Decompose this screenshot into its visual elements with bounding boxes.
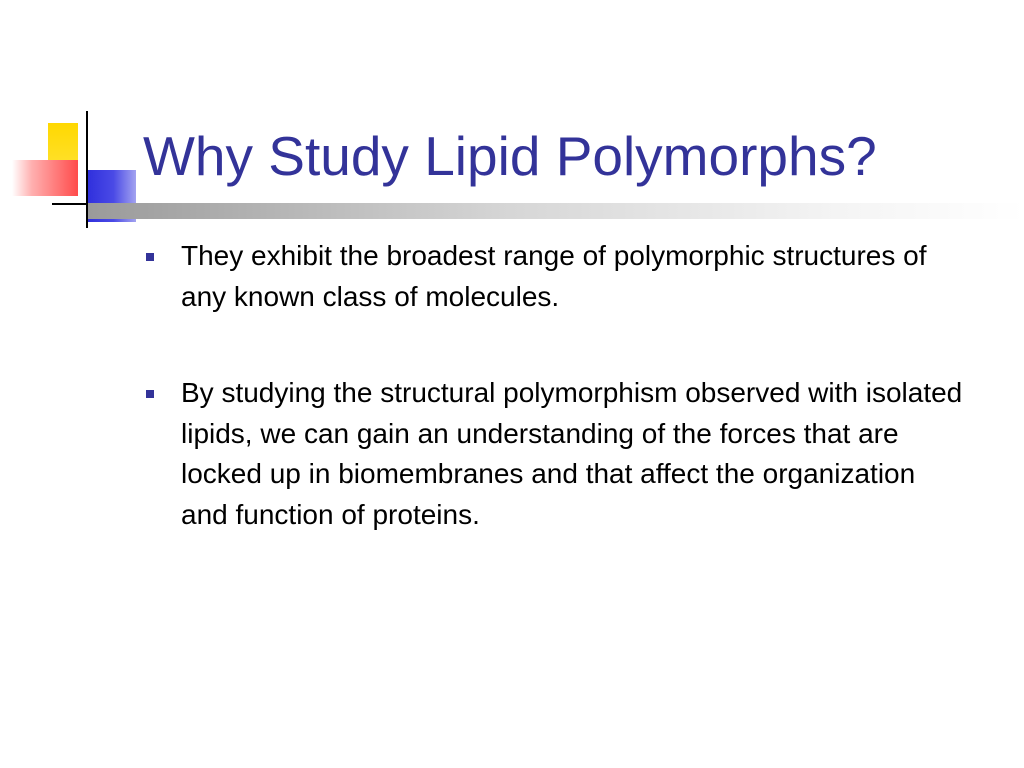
title-underline-rule — [88, 203, 1024, 219]
bullet-item — [143, 373, 963, 535]
bullet-item — [143, 236, 963, 317]
bullet-text: They exhibit the broadest range of polymorphic structures of any known class of molecules. — [181, 240, 927, 312]
square-bullet-icon — [146, 390, 154, 398]
bullet-list — [143, 236, 963, 591]
red-gradient-shape — [12, 160, 78, 196]
bullet-text: By studying the structural polymorphism observed with isolated lipids, we can gain an understanding of the forces that are locked up in biomembranes and that affect the organization and function of proteins. — [181, 377, 963, 530]
square-bullet-icon — [146, 253, 154, 261]
slide-title: Why Study Lipid Polymorphs? — [143, 125, 877, 187]
